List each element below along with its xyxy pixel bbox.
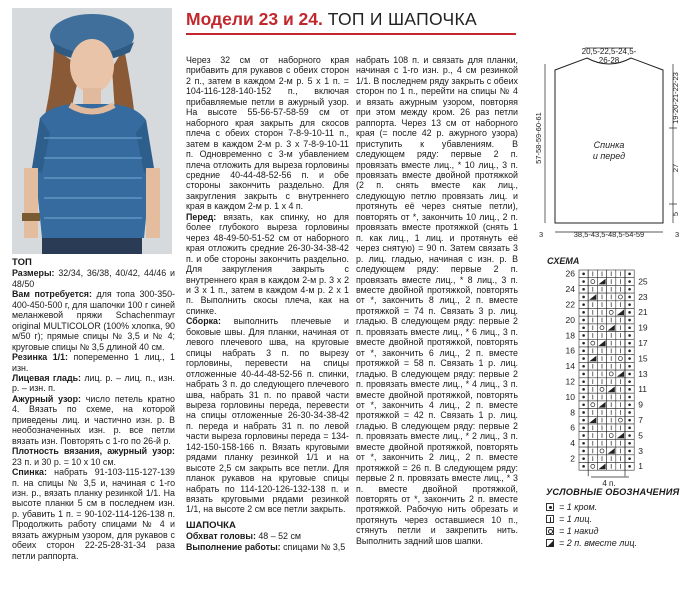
chart-row-label-right: 3 — [638, 445, 643, 456]
hat-size-text: 48 – 52 см — [255, 531, 301, 542]
chart-row-label-right: 19 — [638, 322, 648, 333]
pattern-top-dim: 20,5-22,5-24,5- — [581, 47, 637, 56]
edge-stitch-symbol — [546, 503, 554, 511]
stockinette-label: Лицевая гладь: — [12, 372, 81, 383]
edge-stitch-mark — [582, 434, 585, 437]
edge-stitch-mark — [628, 450, 631, 453]
edge-stitch-mark — [628, 273, 631, 276]
legend-label-knit: = 1 лиц. — [559, 514, 592, 524]
legend-item-yo — [546, 525, 637, 537]
legend-item-knit — [546, 513, 637, 525]
paragraph-hat-size — [186, 531, 349, 541]
pattern-right-dim-3: 5 — [671, 211, 680, 217]
paragraph-gauge — [12, 446, 175, 467]
edge-stitch-mark — [628, 357, 631, 360]
yarn-over-symbol — [546, 527, 554, 535]
edge-stitch-mark — [582, 419, 585, 422]
edge-stitch-mark — [628, 365, 631, 368]
models-label: Модели 23 и 24. — [186, 9, 323, 29]
edge-stitch-mark — [628, 457, 631, 460]
edge-stitch-mark — [628, 288, 631, 291]
edge-stitch-mark — [628, 388, 631, 391]
hat-work-text: спицами № 3,5 — [280, 541, 346, 552]
edge-stitch-mark — [582, 288, 585, 291]
chart-repeat-label: 4 п. — [602, 479, 616, 488]
paragraph-hat-continued: набрать 108 п. и связать для планки, начиная с 1-го изн. р., 4 см резинкой 1/1. В последнем ряду закрыть с обеих сторон по 1 п., перейти на спицы № 4 и вязать ажурным узором, повторяя при этом между кром. 26 раз петли раппорта. Через 13 см от наборного края (= после 42 р. ажурного узора) приступить к убавлениям. В следующем ряду: первые 2 п. провязать вместе лиц., * 10 лиц., 3 п. провязать вместе двойной протяжкой (2 п. снять вместе как лиц., следующую петлю провязать лиц. и протянуть её через снятые петли), повторять от *, закончить 10 лиц., 2 п. провязать вместе протяжкой (снять 1 п. как лиц., 1 лиц. и протянуть её через снятую) = 90 п. Затем связать 3 р. лиц. гладью, начиная с изн. р. В следующем ряду: первые 2 п. провязать вместе лиц., * 8 лиц., 3 п. вместе двойной протяжкой, повторять от *, закончить 8 лиц., 2 п. вместе протяжкой = 74 п. Связать 3 р. лиц. гладью. В следующем ряду: первые 2 п. провязать вместе лиц., * 6 лиц., 3 п. вместе двойной протяжкой, повторять от *, закончить 6 лиц., 2 п. вместе протяжкой = 58 п. Связать 1 р. лиц. гладью. В следующем ряду: первые 2 п. провязать вместе лиц., * 4 лиц., 3 п. вместе двойной протяжкой, повторять от *, закончить 4 лиц., 2 п. вместе протяжкой = 42 п. Связать 1 р. лиц. гладью. В следующем ряду: первые 2 п. провязать вместе лиц., * 2 лиц., 3 п. вместе двойной протяжкой, повторять от *, закончить 2 лиц., 2 п. вместе протяжкой = 26 п. В следующем ряду: первые 2 п. провязать вместе лиц., * 3 п. вместе двойной протяжкой, повторять от *, закончить 2 п. вместе протяжкой. Рабочую нить обрезать и протянуть через оставшиеся 10 п., стянуть петли и закрепить нить. Выполнить задний шов шапки. — [356, 55, 518, 546]
knit-stitch-symbol — [546, 515, 554, 523]
chart-row-label-left: 4 — [570, 438, 575, 449]
edge-stitch-mark — [582, 465, 585, 468]
assembly-text: выполнить плечевые и боковые швы. Для планки, начиная от левого плечевого шва, на круговые спицы набрать 3 п. по вырезу горловины, перевести на спицы отложенные 40-44-48-52-56 п. спинки, набрать 3 п. до следующего плечевого шва, набрать 31 п. по правой части выреза горловины переда, перевести на спицы отложенные 26-30-34-38-42 п. переда и набрать 31 п. по левой части выреза горловины переда = 134-142-150-158-166 п. Вязать круговыми рядами планку резинкой 1/1 и на высоте 2,5 см закрыть все петли. Для планок рукавов на круговые спицы набрать по 114-120-126-132-138 п. и вязать круговыми рядами резинкой 1/1, на высоте 2 см все петли закрыть. — [186, 316, 349, 515]
legend-label-k2tog: = 2 п. вместе лиц. — [559, 538, 638, 548]
k2tog-symbol — [546, 539, 554, 547]
legend-label-yo: = 1 накид — [559, 526, 599, 536]
edge-stitch-mark — [628, 396, 631, 399]
edge-stitch-mark — [582, 450, 585, 453]
edge-stitch-mark — [582, 303, 585, 306]
text-column-2 — [186, 55, 349, 552]
legend-label-edge: = 1 кром. — [559, 502, 598, 512]
article-header — [186, 8, 516, 30]
edge-stitch-mark — [582, 326, 585, 329]
chart-row-label-right: 15 — [638, 353, 648, 364]
materials-label: Вам потребуется: — [12, 289, 92, 300]
edge-stitch-mark — [582, 296, 585, 299]
chart-row-label-right: 1 — [638, 461, 643, 472]
hat-work-label: Выполнение работы: — [186, 541, 281, 552]
paragraph-back — [12, 467, 175, 561]
rib-text: попеременно 1 лиц., 1 изн. — [12, 352, 175, 373]
model-photo — [12, 8, 172, 254]
chart-row-label-right: 21 — [638, 307, 648, 318]
sizes-text: 32/34, 36/38, 40/42, 44/46 и 48/50 — [12, 268, 175, 289]
edge-stitch-mark — [582, 380, 585, 383]
chart-row-label-right: 11 — [638, 384, 648, 395]
chart-row-label-left: 26 — [565, 268, 575, 279]
chart-cell — [616, 293, 625, 301]
sizes-label: Размеры: — [12, 268, 55, 279]
gauge-text: 23 п. и 30 р. = 10 х 10 см. — [12, 456, 116, 467]
paragraph-back-continued: Через 32 см от наборного края прибавить для рукавов с обеих сторон 2 п., затем в каждом 2-м р. 5 х 1 п. = 104-116-128-140-152 п., включая прибавляемые петли в ажурный узор. На высоте 55-56-57-58-59 см от наборного края закрыть для скосов плеча с обеих сторон 7-8-9-10-11 п., затем в каждом 2-м р. 3 х 7-8-9-10-11 п. Одновременно с 3-м убавлением плеча отложить для выреза горловины средние 40-44-48-52-56 п. и обе стороны закончить раздельно. Для закругления закрыть с внутреннего края в каждом 2-м р. 1 х 4 п. — [186, 55, 349, 212]
header-rule — [186, 33, 516, 35]
edge-stitch-mark — [628, 403, 631, 406]
edge-stitch-mark — [628, 427, 631, 430]
paragraph-lace — [12, 394, 175, 446]
edge-stitch-mark — [628, 419, 631, 422]
edge-stitch-mark — [582, 311, 585, 314]
edge-stitch-mark — [582, 319, 585, 322]
edge-stitch-mark — [628, 373, 631, 376]
edge-stitch-mark — [582, 411, 585, 414]
paragraph-rib — [12, 352, 175, 373]
pattern-left-dim: 57-58-59-60-61 — [534, 112, 543, 164]
chart-title: СХЕМА — [547, 256, 580, 266]
gauge-label: Плотность вязания, ажурный узор: — [12, 446, 175, 457]
edge-stitch-mark — [582, 457, 585, 460]
chart-cell — [607, 309, 616, 317]
edge-stitch-mark — [582, 334, 585, 337]
edge-stitch-mark — [582, 403, 585, 406]
back-label: Спинка: — [12, 467, 47, 478]
materials-text: для топа 300-350-400-450-500 г, для шапочки 100 г синей меланжевой пряжи Schachenmayr original MULTICOLOR (100% хлопка, 90 м/50 г); прямые спицы № 3,5 и № 4; круговые спицы № 3,5 длиной 40 см. — [12, 289, 175, 352]
edge-stitch-mark — [582, 280, 585, 283]
paragraph-assembly — [186, 316, 349, 515]
hat-size-label: Обхват головы: — [186, 531, 256, 542]
edge-stitch-mark — [628, 411, 631, 414]
edge-stitch-mark — [582, 442, 585, 445]
front-text: вязать, как спинку, но для более глубокого выреза горловины через 48-49-50-51-52 см от наборного края отложить средние 26-30-34-38-42 п. и обе стороны закончить раздельно. Для закругления закрыть с внутреннего края в каждом 2-м р. 3 х 2 и 3 х 1 п., затем в каждом 4-м р. 2 х 1 п. Выполнить скосы плеча, как на спинке. — [186, 211, 349, 316]
chart-cell — [588, 278, 597, 286]
chart-row-label-left: 20 — [565, 314, 575, 325]
pattern-label-1: Спинка — [593, 140, 625, 150]
legend-item-k2tog — [546, 537, 637, 549]
lace-text: число петель кратно 4. Вязать по схеме, на которой приведены лиц. и частично изн. р. В необозначенных изн. р. все петли вязать изн. Повторять с 1-го по 26-й р. — [12, 393, 175, 446]
section-heading-top: ТОП — [12, 257, 32, 268]
paragraph-stockinette — [12, 373, 175, 394]
edge-stitch-mark — [628, 465, 631, 468]
chart-row-label-right: 25 — [638, 276, 648, 287]
article-title: ТОП И ШАПОЧКА — [327, 9, 477, 29]
lace-label: Ажурный узор: — [12, 393, 81, 404]
edge-stitch-mark — [628, 280, 631, 283]
pattern-diagram — [525, 8, 695, 488]
pattern-bottom-dim: 38,5-43,5-48,5-54-59 — [573, 230, 645, 239]
chart-cell — [588, 339, 597, 347]
pattern-label-2: и перед — [592, 151, 626, 161]
edge-stitch-mark — [582, 373, 585, 376]
chart-row-label-left: 8 — [570, 407, 575, 418]
edge-stitch-mark — [582, 342, 585, 345]
knitting-chart-grid — [579, 270, 634, 476]
edge-stitch-mark — [628, 442, 631, 445]
edge-stitch-mark — [628, 350, 631, 353]
rib-label: Резинка 1/1: — [12, 352, 68, 363]
front-label: Перед: — [186, 211, 217, 222]
chart-row-label-left: 16 — [565, 345, 575, 356]
pattern-right-dim-2: 27 — [671, 163, 680, 173]
legend-title: УСЛОВНЫЕ ОБОЗНАЧЕНИЯ — [546, 487, 680, 497]
edge-stitch-mark — [628, 303, 631, 306]
text-column-1 — [12, 258, 175, 561]
edge-stitch-mark — [582, 350, 585, 353]
chart-cell — [588, 401, 597, 409]
chart-row-label-right: 17 — [638, 338, 648, 348]
chart-row-label-right: 23 — [638, 291, 648, 302]
text-column-3 — [356, 55, 518, 546]
model-photo-illustration — [12, 8, 172, 254]
paragraph-front — [186, 212, 349, 317]
chart-cell — [616, 355, 625, 363]
chart-cell — [607, 370, 616, 378]
chart-cell — [607, 432, 616, 440]
chart-cell — [597, 386, 606, 394]
chart-row-label-right: 9 — [638, 399, 643, 410]
edge-stitch-mark — [628, 296, 631, 299]
edge-stitch-mark — [582, 396, 585, 399]
pattern-left-small: 3 — [539, 230, 544, 239]
edge-stitch-mark — [582, 388, 585, 391]
section-heading-hat: ШАПОЧКА — [186, 519, 236, 531]
edge-stitch-mark — [628, 380, 631, 383]
edge-stitch-mark — [628, 334, 631, 337]
stockinette-text: лиц. р. – лиц. п., изн. р. – изн. п. — [12, 372, 175, 394]
legend — [546, 501, 637, 549]
pattern-right-small: 3 — [675, 230, 680, 239]
legend-item-edge — [546, 501, 637, 513]
edge-stitch-mark — [628, 434, 631, 437]
assembly-label: Сборка: — [186, 316, 221, 327]
back-text: набрать 91-103-115-127-139 п. на спицы № 3,5 и, начиная с 1-го изн. р., вязать планку резинкой 1/1. На высоте планки 5 см в последнем изн. р. убавить 1 п. = 90-102-114-126-138 п. Продолжить работу спицами № 4 и вязать ажурным узором, для рукавов с обеих сторон 22-25-28-31-34 раза петли раппорта. — [12, 467, 175, 561]
paragraph-materials — [12, 289, 175, 352]
chart-row-label-right: 13 — [638, 368, 648, 379]
edge-stitch-mark — [582, 273, 585, 276]
chart-row-label-left: 14 — [565, 361, 575, 372]
chart-right-row-labels — [638, 276, 648, 471]
chart-cell — [588, 463, 597, 471]
chart-cell — [616, 416, 625, 424]
edge-stitch-mark — [582, 427, 585, 430]
pattern-top-dim-2: 26-28 — [598, 56, 620, 65]
paragraph-hat-work — [186, 542, 349, 552]
chart-row-label-left: 2 — [570, 453, 575, 464]
edge-stitch-mark — [628, 319, 631, 322]
edge-stitch-mark — [582, 365, 585, 368]
chart-row-label-left: 22 — [565, 299, 575, 310]
chart-cell — [597, 324, 606, 332]
paragraph-sizes — [12, 268, 175, 289]
chart-row-label-right: 5 — [638, 430, 643, 441]
chart-row-label-left: 24 — [565, 284, 575, 295]
edge-stitch-mark — [628, 342, 631, 345]
edge-stitch-mark — [628, 326, 631, 329]
chart-left-row-labels — [566, 269, 576, 464]
chart-cell — [597, 447, 606, 455]
chart-row-label-right: 7 — [638, 415, 643, 425]
pattern-right-dim-1: 19-20-21-22-23 — [671, 72, 680, 124]
chart-row-label-left: 10 — [565, 391, 575, 402]
edge-stitch-mark — [582, 357, 585, 360]
chart-row-label-left: 12 — [565, 376, 575, 387]
chart-row-label-left: 6 — [570, 422, 575, 433]
edge-stitch-mark — [628, 311, 631, 314]
chart-row-label-left: 18 — [565, 330, 575, 341]
